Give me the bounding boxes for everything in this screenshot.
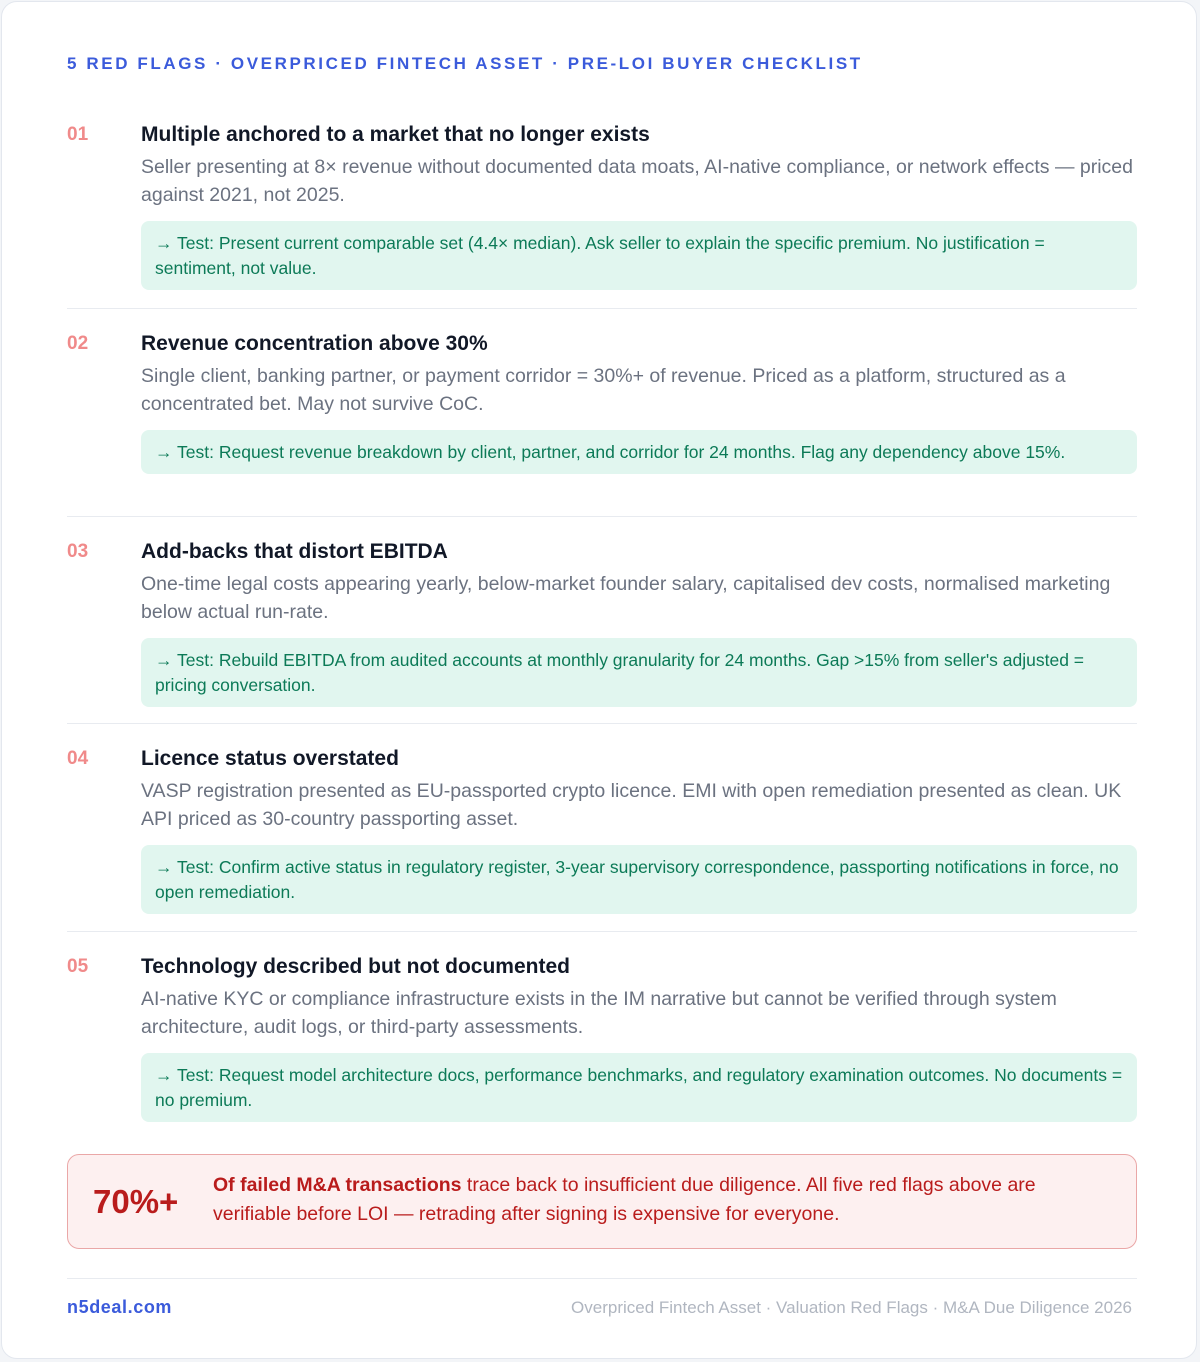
- flag-title: Multiple anchored to a market that no longer exists: [141, 123, 650, 146]
- red-flag-item: [67, 516, 1137, 723]
- flag-test-box: → Test: Confirm active status in regulatory register, 3-year supervisory correspondence, passporting notifications in force, no open remediation.: [141, 845, 1137, 914]
- flag-test-box: → Test: Request revenue breakdown by client, partner, and corridor for 24 months. Flag any dependency above 15%.: [141, 430, 1137, 474]
- footer-note: Overpriced Fintech Asset · Valuation Red Flags · M&A Due Diligence 2026: [571, 1298, 1132, 1317]
- callout-text: [213, 1171, 1113, 1229]
- statistic-callout: [67, 1154, 1137, 1249]
- flag-test-box: → Test: Present current comparable set (4.4× median). Ask seller to explain the specific premium. No justification = sentiment, not value.: [141, 221, 1137, 290]
- checklist-kicker: 5 RED FLAGS · OVERPRICED FINTECH ASSET · PRE-LOI BUYER CHECKLIST: [67, 54, 863, 73]
- flag-test-box: → Test: Rebuild EBITDA from audited accounts at monthly granularity for 24 months. Gap >15% from seller's adjusted = pricing conversation.: [141, 638, 1137, 707]
- callout-emphasis: Of failed M&A transactions: [213, 1174, 462, 1196]
- footer-divider: [67, 1278, 1137, 1279]
- red-flag-list: [67, 120, 1137, 1119]
- red-flag-item: [67, 308, 1137, 516]
- flag-number: 05: [67, 956, 89, 977]
- flag-title: Technology described but not documented: [141, 955, 570, 978]
- flag-number: 02: [67, 333, 89, 354]
- flag-description: Single client, banking partner, or payment corridor = 30%+ of revenue. Priced as a platform, structured as a concentrated bet. May not survive CoC.: [141, 365, 1066, 415]
- red-flag-item: [67, 120, 1137, 308]
- checklist-card: [1, 1, 1197, 1359]
- flag-description: One-time legal costs appearing yearly, below-market founder salary, capitalised dev costs, normalised marketing below actual run-rate.: [141, 573, 1111, 623]
- flag-number: 03: [67, 541, 89, 562]
- flag-number: 01: [67, 124, 89, 145]
- red-flag-item: [67, 723, 1137, 931]
- flag-title: Add-backs that distort EBITDA: [141, 540, 448, 563]
- flag-description: VASP registration presented as EU-passported crypto licence. EMI with open remediation presented as clean. UK API priced as 30-country passporting asset.: [141, 780, 1122, 830]
- flag-test-box: → Test: Request model architecture docs, performance benchmarks, and regulatory examination outcomes. No documents = no premium.: [141, 1053, 1137, 1122]
- callout-body: trace back to insufficient due diligence. All five red flags above are verifiable before LOI — retrading after signing is expensive for everyone.: [213, 1174, 1036, 1225]
- flag-number: 04: [67, 748, 89, 769]
- red-flag-item: [67, 931, 1137, 1119]
- flag-title: Revenue concentration above 30%: [141, 332, 488, 355]
- callout-statistic: 70%+: [93, 1183, 179, 1220]
- flag-description: AI-native KYC or compliance infrastructure exists in the IM narrative but cannot be verified through system architecture, audit logs, or third-party assessments.: [141, 988, 1057, 1038]
- flag-title: Licence status overstated: [141, 747, 399, 770]
- brand-link[interactable]: n5deal.com: [67, 1297, 173, 1317]
- flag-description: Seller presenting at 8× revenue without documented data moats, AI-native compliance, or network effects — priced against 2021, not 2025.: [141, 156, 1133, 206]
